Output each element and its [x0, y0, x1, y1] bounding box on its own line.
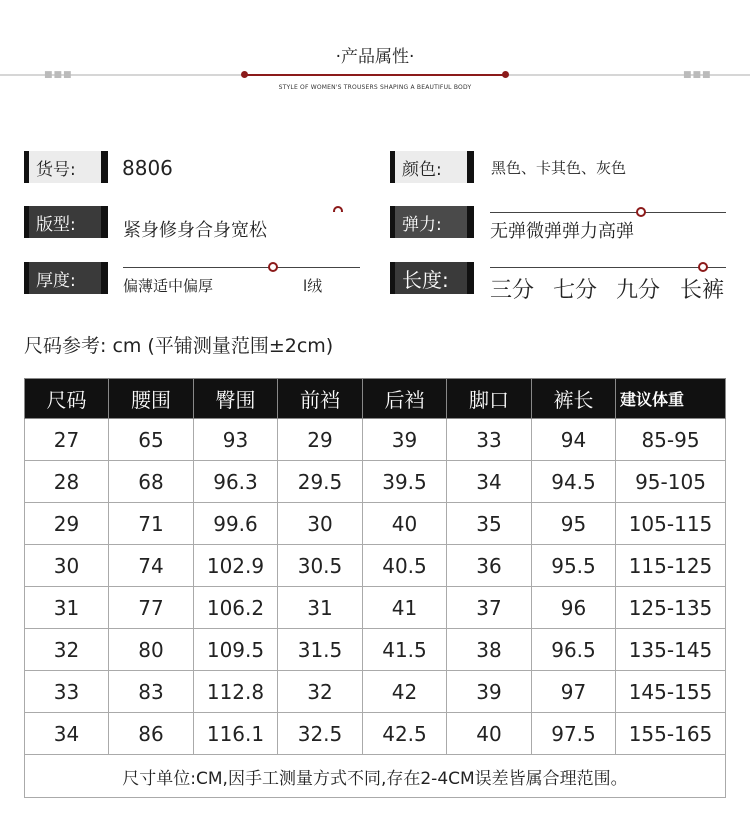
- thickness-underline: [123, 267, 360, 268]
- fit-value: 紧身修身合身宽松: [123, 220, 267, 241]
- table-cell: 65: [109, 419, 194, 461]
- header-dot-right: [502, 71, 509, 78]
- table-cell: 29.5: [278, 461, 363, 503]
- header-dots-right: ■■■: [683, 70, 712, 80]
- table-row: [25, 713, 726, 755]
- header-dots-left: ■■■: [44, 70, 73, 80]
- item-no-label-text: 货号:: [36, 159, 76, 180]
- table-cell: 42.5: [363, 713, 447, 755]
- table-cell: 30: [25, 545, 109, 587]
- size-table: [24, 378, 726, 798]
- table-cell: 105-115: [616, 503, 726, 545]
- length-option-1: 三分: [490, 278, 535, 303]
- table-cell: 41: [363, 587, 447, 629]
- table-cell: 41.5: [363, 629, 447, 671]
- table-cell: 31: [278, 587, 363, 629]
- table-cell: 96.5: [532, 629, 616, 671]
- item-no-label: [24, 151, 108, 183]
- table-note: 尺寸单位:CM,因手工测量方式不同,存在2-4CM误差皆属合理范围。: [25, 755, 726, 798]
- elasticity-marker: [636, 207, 646, 217]
- color-label: [390, 151, 474, 183]
- table-cell: 28: [25, 461, 109, 503]
- thickness-marker: [268, 262, 278, 272]
- length-label: [390, 262, 474, 294]
- table-cell: 34: [447, 461, 532, 503]
- table-cell: 40: [447, 713, 532, 755]
- length-option-3: 九分: [616, 278, 661, 303]
- header-line-accent: [244, 74, 506, 76]
- header-hip: 臀围: [194, 379, 278, 419]
- header-size: 尺码: [25, 379, 109, 419]
- table-cell: 31.5: [278, 629, 363, 671]
- table-row: [25, 461, 726, 503]
- table-cell: 115-125: [616, 545, 726, 587]
- table-cell: 99.6: [194, 503, 278, 545]
- table-cell: 109.5: [194, 629, 278, 671]
- table-cell: 95.5: [532, 545, 616, 587]
- table-cell: 80: [109, 629, 194, 671]
- table-cell: 95-105: [616, 461, 726, 503]
- table-cell: 102.9: [194, 545, 278, 587]
- table-cell: 33: [447, 419, 532, 461]
- table-cell: 39.5: [363, 461, 447, 503]
- table-cell: 135-145: [616, 629, 726, 671]
- table-cell: 97: [532, 671, 616, 713]
- item-no-value: 8806: [122, 156, 173, 180]
- section-subtitle: STYLE OF WOMEN'S TROUSERS SHAPING A BEAUTIFUL BODY: [278, 84, 472, 91]
- table-cell: 40.5: [363, 545, 447, 587]
- table-header-row: [25, 379, 726, 419]
- header-length: 裤长: [532, 379, 616, 419]
- table-row: [25, 503, 726, 545]
- table-cell: 33: [25, 671, 109, 713]
- section-title: ·产品属性·: [335, 47, 415, 67]
- table-cell: 155-165: [616, 713, 726, 755]
- table-cell: 96: [532, 587, 616, 629]
- table-cell: 27: [25, 419, 109, 461]
- elasticity-label-text: 弹力:: [402, 214, 442, 235]
- header-line-left: [0, 70, 244, 80]
- table-cell: 83: [109, 671, 194, 713]
- table-cell: 74: [109, 545, 194, 587]
- thickness-value-left: 偏薄适中偏厚: [123, 277, 214, 295]
- table-cell: 35: [447, 503, 532, 545]
- table-row: [25, 419, 726, 461]
- table-cell: 71: [109, 503, 194, 545]
- length-underline: [490, 267, 726, 268]
- table-row: [25, 629, 726, 671]
- table-cell: 31: [25, 587, 109, 629]
- table-cell: 38: [447, 629, 532, 671]
- header-dot-left: [241, 71, 248, 78]
- table-cell: 39: [447, 671, 532, 713]
- elasticity-value: 无弹微弹弹力高弹: [490, 221, 634, 242]
- table-cell: 93: [194, 419, 278, 461]
- fit-label-text: 版型:: [36, 214, 76, 235]
- table-note-row: [25, 755, 726, 798]
- header-front-rise: 前裆: [278, 379, 363, 419]
- table-cell: 85-95: [616, 419, 726, 461]
- table-cell: 36: [447, 545, 532, 587]
- table-cell: 106.2: [194, 587, 278, 629]
- table-cell: 86: [109, 713, 194, 755]
- color-label-text: 颜色:: [402, 159, 442, 180]
- header-back-rise: 后裆: [363, 379, 447, 419]
- header-waist: 腰围: [109, 379, 194, 419]
- table-row: [25, 545, 726, 587]
- color-value: 黑色、卡其色、灰色: [491, 159, 627, 177]
- header-line-right: [506, 70, 750, 80]
- header-weight: 建议体重: [616, 379, 726, 419]
- thickness-label-text: 厚度:: [36, 270, 76, 291]
- fit-label: [24, 206, 108, 238]
- thickness-label: [24, 262, 108, 294]
- table-cell: 94: [532, 419, 616, 461]
- table-cell: 95: [532, 503, 616, 545]
- table-cell: 116.1: [194, 713, 278, 755]
- length-option-4: 长裤: [680, 278, 725, 303]
- table-cell: 42: [363, 671, 447, 713]
- size-reference-heading: 尺码参考: cm (平铺测量范围±2cm): [24, 335, 334, 357]
- table-cell: 77: [109, 587, 194, 629]
- length-marker: [698, 262, 708, 272]
- table-row: [25, 587, 726, 629]
- table-cell: 125-135: [616, 587, 726, 629]
- table-cell: 145-155: [616, 671, 726, 713]
- elasticity-label: [390, 206, 474, 238]
- table-cell: 68: [109, 461, 194, 503]
- table-cell: 37: [447, 587, 532, 629]
- table-row: [25, 671, 726, 713]
- table-cell: 32: [278, 671, 363, 713]
- table-cell: 30: [278, 503, 363, 545]
- table-cell: 112.8: [194, 671, 278, 713]
- elasticity-underline: [490, 212, 726, 213]
- table-cell: 40: [363, 503, 447, 545]
- table-cell: 32: [25, 629, 109, 671]
- table-cell: 94.5: [532, 461, 616, 503]
- table-cell: 96.3: [194, 461, 278, 503]
- table-cell: 34: [25, 713, 109, 755]
- table-cell: 29: [25, 503, 109, 545]
- table-cell: 30.5: [278, 545, 363, 587]
- table-cell: 32.5: [278, 713, 363, 755]
- length-option-2: 七分: [553, 278, 598, 303]
- table-cell: 97.5: [532, 713, 616, 755]
- length-label-text: 长度:: [402, 267, 449, 292]
- header-leg-opening: 脚口: [447, 379, 532, 419]
- table-cell: 29: [278, 419, 363, 461]
- fit-marker: [333, 206, 343, 212]
- thickness-value-right: l绒: [303, 277, 323, 295]
- table-cell: 39: [363, 419, 447, 461]
